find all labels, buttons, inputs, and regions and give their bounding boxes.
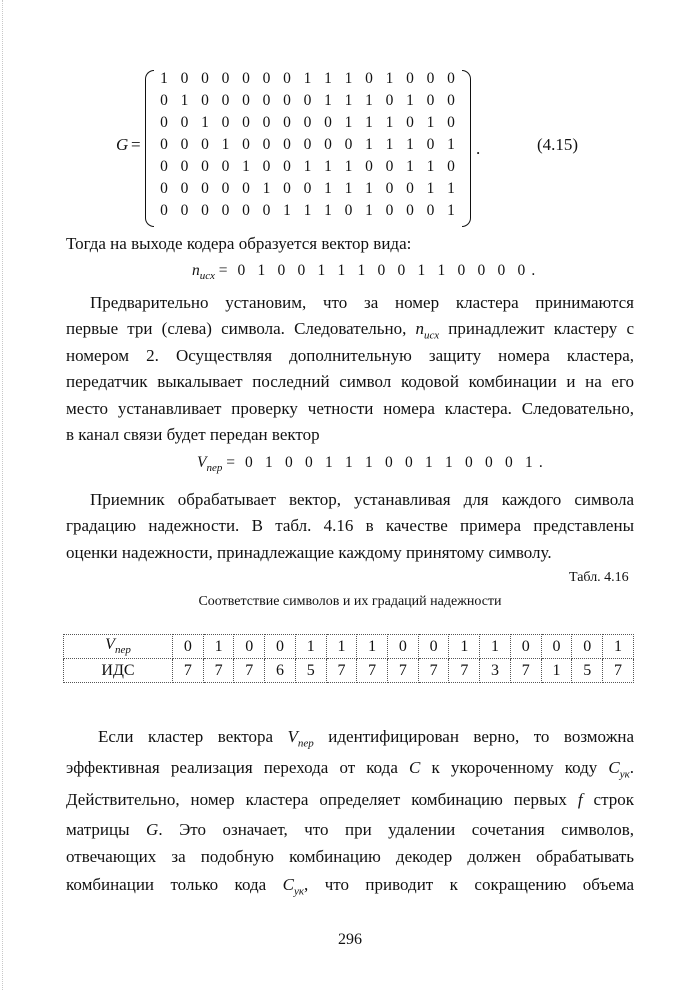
matrix-cell: 0 [283, 92, 291, 109]
matrix-cell: 0 [365, 158, 373, 175]
vector-bit: 0 [237, 262, 246, 279]
matrix-cell: 1 [180, 92, 189, 109]
matrix-equals-sign: = [131, 135, 141, 154]
table-cell: 1 [449, 635, 480, 659]
matrix-cell: 0 [426, 202, 435, 219]
matrix-cell: 0 [242, 92, 250, 109]
math-var: V [105, 636, 115, 654]
matrix-cell: 0 [201, 92, 209, 109]
vector-bit: 1 [337, 262, 346, 279]
math-var: C [282, 875, 294, 894]
table-cell: 7 [388, 659, 419, 683]
paragraph-cluster-line2 [66, 318, 634, 346]
text-fragment: эффективная реализация перехода от кода [66, 758, 398, 777]
matrix-cell: 0 [385, 180, 394, 197]
math-sub: ук [293, 885, 304, 898]
matrix-cell: 0 [262, 202, 271, 219]
matrix-cell: 0 [283, 180, 291, 197]
table-cell: 0 [418, 635, 449, 659]
matrix-cell: 1 [344, 114, 353, 131]
matrix-cell: 0 [221, 180, 230, 197]
matrix-cell: 0 [283, 114, 291, 131]
table-cell: 0 [572, 635, 603, 659]
matrix-cell: 1 [344, 92, 353, 109]
matrix-cell: 0 [221, 114, 230, 131]
matrix-cell: 1 [242, 158, 250, 175]
vector-bit: 0 [244, 454, 253, 471]
math-var: C [608, 758, 620, 777]
matrix-cell: 0 [160, 92, 168, 109]
paragraph-cluster-id-line5: отвечающих за подобную комбинацию декодер должен обрабатывать [66, 847, 634, 866]
matrix-cell: 1 [365, 92, 373, 109]
vector-bit: 0 [517, 262, 526, 279]
vector-bits [239, 454, 539, 471]
table-cell: 5 [572, 659, 603, 683]
text-fragment: к укороченному коду [431, 758, 598, 777]
matrix-cell: 0 [242, 202, 250, 219]
matrix-cell: 0 [406, 180, 414, 197]
math-sub: пер [297, 737, 314, 750]
matrix-cell: 1 [344, 70, 353, 87]
vector-bit: 1 [264, 454, 273, 471]
math-var: n [415, 319, 424, 338]
matrix-cell: 0 [447, 114, 455, 131]
generator-matrix-equation [0, 62, 700, 232]
matrix-cell: 0 [303, 92, 312, 109]
math-sub: ук [619, 768, 630, 781]
matrix-cell: 0 [201, 158, 209, 175]
vector-bit: 0 [277, 262, 286, 279]
table-cell: 1 [541, 659, 572, 683]
vector-bit: 0 [397, 262, 406, 279]
text-fragment: строк [593, 790, 634, 809]
vector-bit: 0 [477, 262, 486, 279]
matrix-cell: 0 [221, 70, 230, 87]
text-fragment: принадлежит кластеру с [448, 319, 635, 338]
matrix-right-bracket [462, 70, 471, 227]
matrix-cell: 0 [262, 92, 271, 109]
math-expr [146, 820, 634, 839]
matrix-cell: 0 [180, 180, 189, 197]
math-var: V [287, 727, 298, 746]
matrix-cell: 0 [160, 180, 168, 197]
table-cell: 1 [357, 635, 388, 659]
matrix-cell: 0 [160, 202, 168, 219]
table-row-header: ИДС [64, 659, 173, 683]
table-cell: 7 [326, 659, 357, 683]
vector-n-isx [192, 262, 535, 282]
table-cell: 7 [203, 659, 234, 683]
matrix-cell: 0 [283, 70, 291, 87]
vector-bit: 1 [444, 454, 453, 471]
matrix-cell: 0 [262, 70, 271, 87]
matrix-cell: 1 [426, 158, 435, 175]
matrix-cell: 0 [385, 158, 394, 175]
matrix-cell: 0 [242, 180, 250, 197]
matrix-cell: 1 [365, 180, 373, 197]
vector-bit: 0 [457, 262, 466, 279]
matrix-cell: 1 [426, 114, 435, 131]
table-row [64, 635, 634, 659]
table-row [64, 659, 634, 683]
matrix-cell: 1 [365, 114, 373, 131]
table-cell: 6 [265, 659, 296, 683]
matrix-cell: 0 [447, 70, 455, 87]
text-fragment: идентифицирован верно, то возможна [328, 727, 635, 746]
table-cell: 1 [603, 635, 634, 659]
matrix-cell: 0 [160, 114, 168, 131]
matrix-cell: 0 [160, 158, 168, 175]
vector-bit: 0 [404, 454, 413, 471]
vector-label: n [192, 262, 200, 279]
matrix-cell: 1 [406, 136, 414, 153]
matrix-cell: 0 [262, 136, 271, 153]
vector-bits [231, 262, 531, 279]
matrix-cell: 0 [201, 136, 209, 153]
matrix-cell: 0 [221, 158, 230, 175]
paragraph-cluster-id-line2 [66, 757, 634, 785]
vector-bit: 1 [317, 262, 326, 279]
paragraph-cluster-id-line3 [66, 789, 634, 811]
matrix-cell: 0 [426, 70, 435, 87]
paragraph-cluster-line5: место устанавливает проверку четности номера кластера. Следовательно, [66, 399, 634, 418]
vector-bit: 0 [284, 454, 293, 471]
table-cell: 7 [357, 659, 388, 683]
vector-bit: 0 [377, 262, 386, 279]
vector-bit: 1 [417, 262, 426, 279]
vector-bit: 0 [297, 262, 306, 279]
matrix-cell: 0 [385, 92, 394, 109]
table-cell: 0 [234, 635, 265, 659]
vector-subscript: исх [199, 270, 215, 283]
matrix-cell: 0 [303, 114, 312, 131]
matrix-cell: 0 [201, 202, 209, 219]
table-row-header [64, 635, 173, 659]
vector-bit: 1 [257, 262, 266, 279]
table-cell: 7 [449, 659, 480, 683]
matrix-cell: 1 [160, 70, 168, 87]
matrix-cell: 0 [180, 70, 189, 87]
paragraph-encoder-output: Тогда на выходе кодера образуется вектор вида: [66, 234, 412, 253]
math-expr [282, 875, 635, 898]
paragraph-cluster-line6: в канал связи будет передан вектор [66, 425, 320, 444]
math-expr [608, 758, 635, 781]
paragraph-cluster-id-line1 [98, 726, 634, 754]
table-cell: 0 [541, 635, 572, 659]
text-fragment: матрицы [66, 820, 130, 839]
math-sub: пер [114, 644, 131, 657]
paragraph-cluster-id-line6 [66, 874, 634, 902]
matrix-cell: 1 [385, 70, 394, 87]
matrix-label: G [116, 135, 129, 154]
table-cell: 7 [418, 659, 449, 683]
matrix-cell: 0 [406, 70, 414, 87]
text-fragment: первые три (слева) символа. Следовательно, [66, 319, 407, 338]
table-reference: Табл. 4.16 [569, 570, 629, 585]
matrix-cell: 0 [283, 136, 291, 153]
table-cell: 1 [295, 635, 326, 659]
vector-bit: 0 [484, 454, 493, 471]
page-number: 296 [338, 931, 362, 948]
matrix-left-bracket [145, 70, 154, 227]
matrix-cell: 0 [262, 158, 271, 175]
matrix-cell: 0 [303, 180, 312, 197]
matrix-cell: 0 [180, 202, 189, 219]
matrix-cell: 0 [201, 70, 209, 87]
matrix-cell: 0 [344, 136, 353, 153]
matrix-cell: 1 [344, 158, 353, 175]
matrix-cell: 0 [344, 202, 353, 219]
matrix-cell: 1 [447, 180, 455, 197]
matrix-cell: 0 [180, 114, 189, 131]
matrix-cell: 1 [303, 158, 312, 175]
math-var: C [409, 758, 421, 777]
matrix-cell: 1 [365, 136, 373, 153]
table-cell: 0 [173, 635, 204, 659]
text-fragment: Действительно, номер кластера определяет комбинацию первых [66, 790, 567, 809]
matrix-cell: 1 [283, 202, 291, 219]
paragraph-cluster-id-line4 [66, 819, 634, 841]
matrix-cell: 1 [447, 136, 455, 153]
text-fragment: комбинации только кода [66, 875, 267, 894]
vector-equals: = [222, 454, 235, 471]
matrix-cell: 1 [324, 202, 332, 219]
matrix-cell: 1 [365, 202, 373, 219]
vector-end: . [538, 454, 543, 471]
paragraph-cluster-line3: номером 2. Осуществляя дополнительную защиту номера кластера, [66, 346, 634, 365]
matrix-cell: 0 [283, 158, 291, 175]
matrix-cell: 0 [242, 70, 250, 87]
matrix-cell: 0 [447, 158, 455, 175]
paragraph-receiver-line1: Приемник обрабатывает вектор, устанавливая для каждого символа [90, 490, 634, 509]
matrix-cell: 1 [344, 180, 353, 197]
matrix-cell: 0 [324, 136, 332, 153]
paragraph-cluster-line1: Предварительно установим, что за номер кластера принимаются [90, 293, 634, 312]
matrix-cell: 0 [324, 114, 332, 131]
table-cell: 5 [295, 659, 326, 683]
matrix-cell: 1 [406, 158, 414, 175]
vector-bit: 0 [464, 454, 473, 471]
matrix-cell: 0 [426, 136, 435, 153]
matrix-cell: 0 [242, 114, 250, 131]
table-cell: 1 [480, 635, 511, 659]
matrix-cell: 1 [324, 158, 332, 175]
matrix-cell: 1 [324, 92, 332, 109]
table-cell: 7 [173, 659, 204, 683]
text-fragment: . [629, 758, 635, 777]
math-sub: исх [424, 329, 440, 342]
matrix-cell: 0 [242, 136, 250, 153]
matrix-cell: 1 [221, 136, 230, 153]
table-cell: 7 [510, 659, 541, 683]
table-cell: 1 [326, 635, 357, 659]
vector-bit: 1 [357, 262, 366, 279]
matrix-cell: 0 [180, 158, 189, 175]
table-caption: Соответствие символов и их градаций надежности [198, 594, 502, 609]
matrix-cell: 1 [406, 92, 414, 109]
matrix-cell: 1 [262, 180, 271, 197]
text-fragment: , что приводит к сокращению объема [304, 875, 635, 894]
paragraph-receiver-line2: градацию надежности. В табл. 4.16 в качестве примера представлены [66, 516, 634, 535]
matrix-cell: 1 [201, 114, 209, 131]
table-cell: 1 [203, 635, 234, 659]
table-cell: 7 [234, 659, 265, 683]
vector-end: . [531, 262, 536, 279]
text-fragment: Если кластер вектора [98, 727, 274, 746]
matrix-cell: 1 [303, 202, 312, 219]
matrix-cell: 0 [160, 136, 168, 153]
matrix-cell: 0 [406, 202, 414, 219]
paragraph-cluster-line4: передатчик выкалывает последний символ кодовой комбинации и на его [66, 372, 634, 391]
matrix-cell: 1 [324, 180, 332, 197]
matrix-cell: 0 [262, 114, 271, 131]
equation-number: (4.15) [537, 135, 579, 154]
math-var: G [146, 820, 159, 839]
matrix-cell: 0 [303, 136, 312, 153]
matrix-cell: 0 [385, 202, 394, 219]
vector-bit: 0 [497, 262, 506, 279]
vector-bit: 1 [424, 454, 433, 471]
text-fragment: . Это означает, что при удалении сочетания символов, [158, 820, 635, 839]
matrix-cell: 1 [324, 70, 332, 87]
matrix-cell: 1 [426, 180, 435, 197]
vector-bit: 0 [504, 454, 513, 471]
table-cell: 3 [480, 659, 511, 683]
matrix-cell: 0 [447, 92, 455, 109]
matrix-cell: 1 [303, 70, 312, 87]
vector-v-per [197, 454, 543, 474]
matrix-cell: 0 [406, 114, 414, 131]
table-cell: 7 [603, 659, 634, 683]
vector-bit: 1 [437, 262, 446, 279]
matrix-cell: 0 [365, 70, 373, 87]
math-expr [578, 790, 634, 809]
matrix-trailing-dot: . [476, 139, 481, 158]
math-var: f [577, 790, 583, 809]
vector-bit: 1 [324, 454, 333, 471]
table-cell: 0 [265, 635, 296, 659]
matrix-cell: 0 [180, 136, 189, 153]
vector-bit: 1 [344, 454, 353, 471]
vector-bit: 1 [364, 454, 373, 471]
table-cell: 0 [510, 635, 541, 659]
reliability-table [63, 634, 634, 683]
vector-bit: 0 [384, 454, 393, 471]
vector-subscript: пер [206, 462, 223, 475]
matrix-cell: 1 [447, 202, 455, 219]
matrix-cell: 0 [201, 180, 209, 197]
matrix-cell: 0 [221, 92, 230, 109]
vector-bit: 0 [304, 454, 313, 471]
matrix-cell: 1 [385, 114, 394, 131]
paragraph-receiver-line3: оценки надежности, принадлежащие каждому принятому символу. [66, 543, 552, 562]
matrix-cell: 0 [426, 92, 435, 109]
matrix-cell: 0 [221, 202, 230, 219]
vector-label: V [197, 454, 207, 471]
matrix-cell: 1 [385, 136, 394, 153]
vector-bit: 1 [524, 454, 533, 471]
table-cell: 0 [388, 635, 419, 659]
vector-equals: = [214, 262, 228, 279]
